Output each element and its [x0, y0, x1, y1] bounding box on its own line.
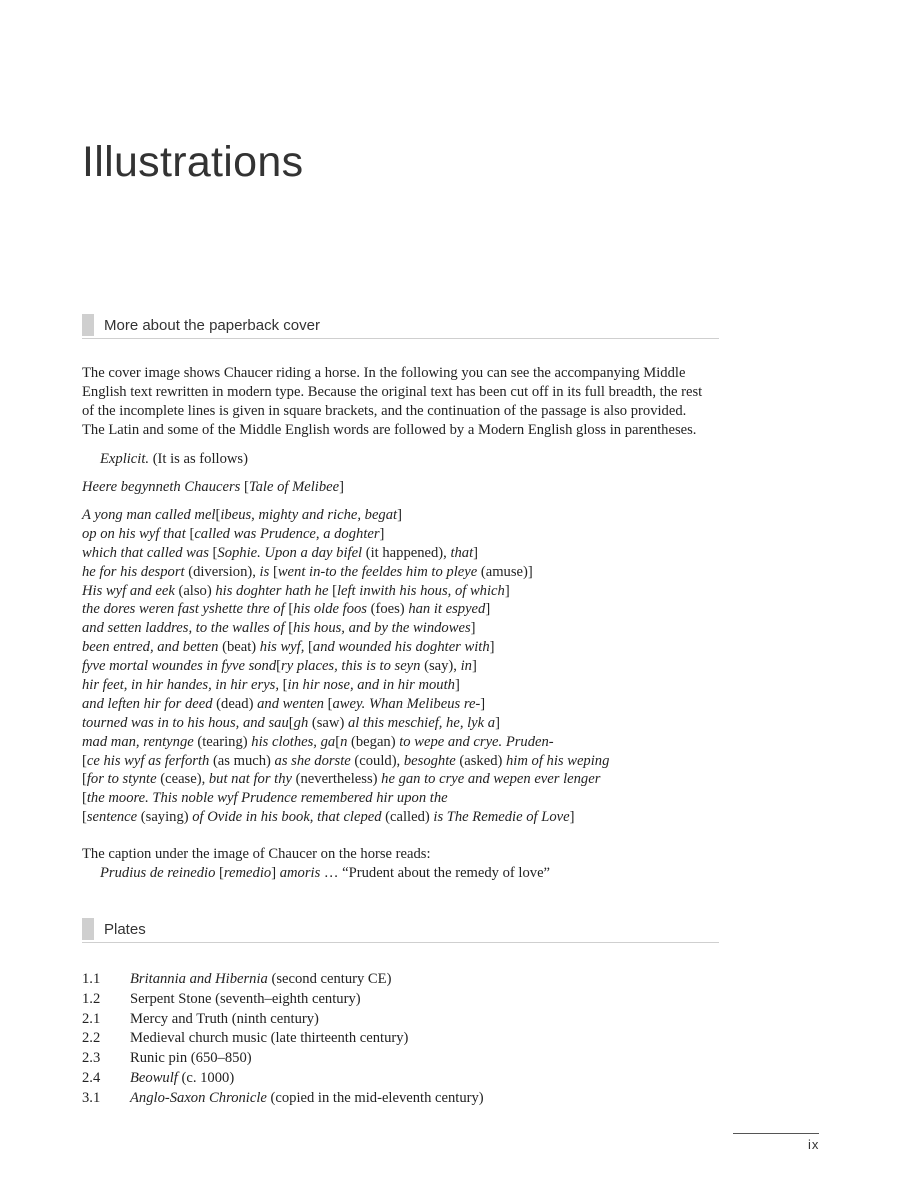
- plate-item: [82, 1089, 722, 1109]
- verse-text-roman: ]: [473, 544, 479, 561]
- plate-description: [130, 1010, 319, 1030]
- verse-text-italic: han it espyed: [408, 601, 486, 618]
- verse-text-italic: n: [340, 733, 348, 750]
- verse-text-roman: [: [335, 733, 341, 750]
- verse-text-italic: been entred, and betten: [82, 639, 219, 656]
- plate-description: [130, 990, 361, 1010]
- verse-text-italic: in: [460, 658, 472, 675]
- verse-text-italic: gh: [293, 714, 309, 731]
- plate-number: 2.2: [82, 1030, 101, 1047]
- intro-line: English text rewritten in modern type. Because the original text has been cut off in its full breadth, the rest: [82, 384, 703, 400]
- plate-text: Mercy and Truth (ninth century): [130, 1010, 319, 1027]
- verse-text-roman: [: [288, 620, 294, 637]
- explicit-line: [100, 450, 248, 469]
- verse-text-italic: which that called was: [82, 544, 213, 561]
- verse-text-roman: ]: [480, 695, 486, 712]
- section-heading-cover: [82, 312, 719, 339]
- section-heading-label: More about the paperback cover: [104, 316, 320, 334]
- section-marker: [82, 314, 94, 336]
- verse-text-italic: is The Remedie of Love: [433, 809, 570, 826]
- verse-text-italic: and setten laddres, to the walles of: [82, 620, 289, 637]
- verse-text-italic: Sophie. Upon a day bifel: [217, 544, 363, 561]
- verse-text-italic: op on his wyf that: [82, 525, 190, 542]
- plate-text: Medieval church music (late thirteenth century): [130, 1030, 409, 1047]
- verse-text-roman: ]: [379, 525, 385, 542]
- plate-text: (c. 1000): [177, 1069, 235, 1086]
- verse-text-roman: [: [327, 695, 333, 712]
- caption-latin: Prudius de reinedio: [100, 865, 220, 881]
- verse-text-roman: [: [308, 639, 313, 656]
- verse-text-italic: fyve mortal woundes in fyve sond: [82, 658, 277, 675]
- verse-line: [82, 714, 722, 733]
- verse-text-roman: (could),: [350, 752, 404, 769]
- caption-gloss: … “Prudent about the remedy of love”: [320, 865, 551, 881]
- verse-text-roman: (saw): [308, 714, 348, 731]
- explicit-gloss: (It is as follows): [149, 451, 248, 467]
- verse-text-roman: ]: [397, 507, 402, 523]
- plate-item: [82, 1010, 722, 1030]
- plate-description: [130, 1029, 408, 1049]
- verse-text-roman: [: [189, 525, 195, 542]
- verse-text-roman: ]: [454, 677, 460, 694]
- verse-text-roman: [: [82, 752, 87, 769]
- intro-line: The cover image shows Chaucer riding a horse. In the following you can see the accompanying Middle: [82, 365, 686, 381]
- verse-text-roman: (tearing): [193, 733, 252, 750]
- plate-text: Serpent Stone (seventh–eighth century): [130, 990, 361, 1007]
- verse-text-italic: that: [450, 544, 474, 561]
- tale-heading-line: [82, 478, 344, 497]
- verse-line: [82, 582, 722, 601]
- verse-text-italic: the moore. This noble wyf Prudence remembered hir upon the: [86, 790, 448, 807]
- verse-text-italic: besoghte: [403, 752, 456, 769]
- plate-item: [82, 1069, 722, 1089]
- verse-text-roman: [: [276, 658, 282, 675]
- verse-text-italic: ry places, this is to seyn: [281, 658, 421, 675]
- verse-text-italic: ibeus, mighty and riche, begat: [220, 507, 398, 523]
- verse-line: [82, 770, 722, 789]
- verse-text-italic: and wounded his doghter with: [312, 639, 490, 656]
- verse-text-italic: him of his weping: [506, 752, 610, 769]
- page-title: Illustrations: [82, 138, 304, 186]
- verse-text-roman: [: [82, 790, 87, 807]
- intro-paragraph: [82, 364, 722, 440]
- verse-text-roman: [: [282, 677, 288, 694]
- verse-text-roman: ]: [495, 714, 500, 731]
- verse-text-italic: his doghter hath he: [215, 582, 333, 599]
- verse-text-italic: his olde foos: [293, 601, 367, 618]
- verse-text-roman: (saying): [137, 809, 193, 826]
- tale-heading-title: Tale of Melibee: [248, 479, 340, 495]
- verse-text-italic: is: [259, 563, 273, 580]
- verse-text-italic: of Ovide in his book, that cleped: [192, 809, 382, 826]
- verse-line: [82, 789, 722, 808]
- verse-line: [82, 506, 722, 525]
- verse-text-roman: [: [272, 563, 278, 580]
- verse-line: [82, 600, 722, 619]
- plate-item: [82, 1029, 722, 1049]
- verse-text-italic: awey. Whan Melibeus re-: [332, 695, 481, 712]
- verse-text-roman: [: [82, 771, 87, 788]
- plate-number: 2.4: [82, 1069, 101, 1086]
- verse-text-roman: (asked): [455, 752, 506, 769]
- plate-text: (second century CE): [267, 971, 392, 987]
- verse-text-roman: ]: [504, 582, 510, 599]
- plate-title-italic: Beowulf: [130, 1069, 178, 1086]
- verse-line: [82, 544, 722, 563]
- verse-text-roman: [: [288, 601, 294, 618]
- plate-number: 1.1: [82, 971, 101, 987]
- caption-latin: amoris: [279, 865, 321, 881]
- caption-latin: remedio: [223, 865, 272, 881]
- footer-rule: [733, 1133, 819, 1134]
- verse-text-roman: ]: [470, 620, 476, 637]
- middle-english-passage: [82, 506, 722, 827]
- caption-gloss: [: [219, 865, 224, 881]
- verse-line: [82, 619, 722, 638]
- verse-text-italic: and wenten: [257, 695, 328, 712]
- verse-text-italic: al this meschief, he, lyk a: [347, 714, 496, 731]
- verse-text-italic: to wepe and crye. Pruden-: [399, 733, 554, 750]
- verse-line: [82, 733, 722, 752]
- plate-number: 2.3: [82, 1050, 101, 1067]
- plate-description: [130, 970, 391, 990]
- verse-text-italic: called was Prudence, a doghter: [194, 525, 380, 542]
- plate-number: 1.2: [82, 990, 101, 1007]
- bracket: [: [243, 479, 249, 495]
- verse-text-italic: and leften hir for deed: [82, 695, 213, 712]
- verse-text-italic: he for his desport: [82, 563, 185, 580]
- verse-line: [82, 563, 722, 582]
- verse-text-roman: (amuse)]: [477, 563, 533, 580]
- caption-intro: The caption under the image of Chaucer on the horse reads:: [82, 846, 431, 862]
- verse-text-roman: ]: [489, 639, 495, 656]
- verse-text-roman: (diversion),: [184, 563, 260, 580]
- plate-title-italic: Anglo-Saxon Chronicle: [130, 1089, 267, 1106]
- verse-text-roman: (dead): [212, 695, 258, 712]
- verse-text-italic: A yong man called mel: [82, 507, 216, 523]
- page-number: ix: [808, 1137, 820, 1152]
- plate-number: 3.1: [82, 1089, 101, 1106]
- verse-text-italic: his hous, and by the windowes: [293, 620, 471, 637]
- plate-item: [82, 970, 722, 990]
- verse-text-italic: for to stynte: [86, 771, 157, 788]
- verse-text-roman: (nevertheless): [291, 771, 382, 788]
- verse-line: [82, 638, 722, 657]
- verse-text-roman: (beat): [218, 639, 260, 656]
- bracket: ]: [339, 479, 344, 495]
- verse-text-italic: went in-to the feeldes him to pleye: [277, 563, 478, 580]
- section-heading-label: Plates: [104, 920, 146, 938]
- plate-description: [130, 1089, 484, 1109]
- verse-text-roman: (foes): [366, 601, 409, 618]
- verse-line: [82, 525, 722, 544]
- verse-text-italic: left inwith his hous, of which: [336, 582, 505, 599]
- verse-text-roman: (cease),: [156, 771, 209, 788]
- verse-text-italic: but nat for thy: [208, 771, 292, 788]
- verse-text-roman: [: [332, 582, 337, 599]
- caption-line: [100, 864, 550, 883]
- intro-line: of the incomplete lines is given in square brackets, and the continuation of the passage is also provided.: [82, 403, 687, 419]
- verse-text-italic: in hir nose, and in hir mouth: [287, 677, 455, 694]
- verse-text-roman: ]: [471, 658, 477, 675]
- verse-text-roman: (say),: [420, 658, 461, 675]
- verse-text-roman: [: [212, 544, 218, 561]
- verse-text-roman: (began): [347, 733, 400, 750]
- section-marker: [82, 918, 94, 940]
- verse-line: [82, 676, 722, 695]
- verse-text-roman: (also): [174, 582, 216, 599]
- intro-line: The Latin and some of the Middle English words are followed by a Modern English gloss in parentheses.: [82, 422, 697, 438]
- verse-text-italic: as she dorste: [274, 752, 351, 769]
- verse-text-italic: tourned was in to his hous, and sau: [82, 714, 289, 731]
- tale-heading-main: Heere begynneth Chaucers: [82, 479, 244, 495]
- verse-text-italic: mad man, rentynge: [82, 733, 194, 750]
- plate-title-italic: Britannia and Hibernia: [130, 971, 268, 987]
- verse-text-roman: [: [82, 809, 87, 826]
- verse-text-roman: [: [288, 714, 294, 731]
- verse-text-italic: he gan to crye and wepen ever lenger: [381, 771, 601, 788]
- verse-line: [82, 695, 722, 714]
- plate-item: [82, 990, 722, 1010]
- verse-text-roman: [: [215, 507, 221, 523]
- verse-text-italic: his clothes, ga: [251, 733, 336, 750]
- plate-text: (copied in the mid-eleventh century): [266, 1089, 484, 1106]
- verse-text-italic: his wyf,: [259, 639, 309, 656]
- explicit-latin: Explicit.: [100, 451, 150, 467]
- plate-item: [82, 1049, 722, 1069]
- verse-line: [82, 808, 722, 827]
- verse-text-roman: (called): [381, 809, 434, 826]
- verse-text-roman: (it happened),: [362, 544, 451, 561]
- verse-text-roman: (as much): [209, 752, 275, 769]
- verse-text-italic: sentence: [86, 809, 138, 826]
- verse-text-roman: ]: [569, 809, 575, 826]
- plate-number: 2.1: [82, 1010, 101, 1027]
- verse-text-italic: the dores weren fast yshette thre of: [82, 601, 289, 618]
- verse-text-italic: ce his wyf as ferforth: [86, 752, 210, 769]
- section-heading-plates: [82, 916, 719, 943]
- verse-text-roman: ]: [485, 601, 491, 618]
- plate-description: [130, 1069, 234, 1089]
- verse-line: [82, 657, 722, 676]
- verse-text-italic: His wyf and eek: [82, 582, 175, 599]
- plate-text: Runic pin (650–850): [130, 1050, 252, 1067]
- plates-list: [82, 970, 722, 1109]
- caption-gloss: ]: [271, 865, 280, 881]
- verse-text-italic: hir feet, in hir handes, in hir erys,: [82, 677, 283, 694]
- plate-description: [130, 1049, 252, 1069]
- verse-line: [82, 752, 722, 771]
